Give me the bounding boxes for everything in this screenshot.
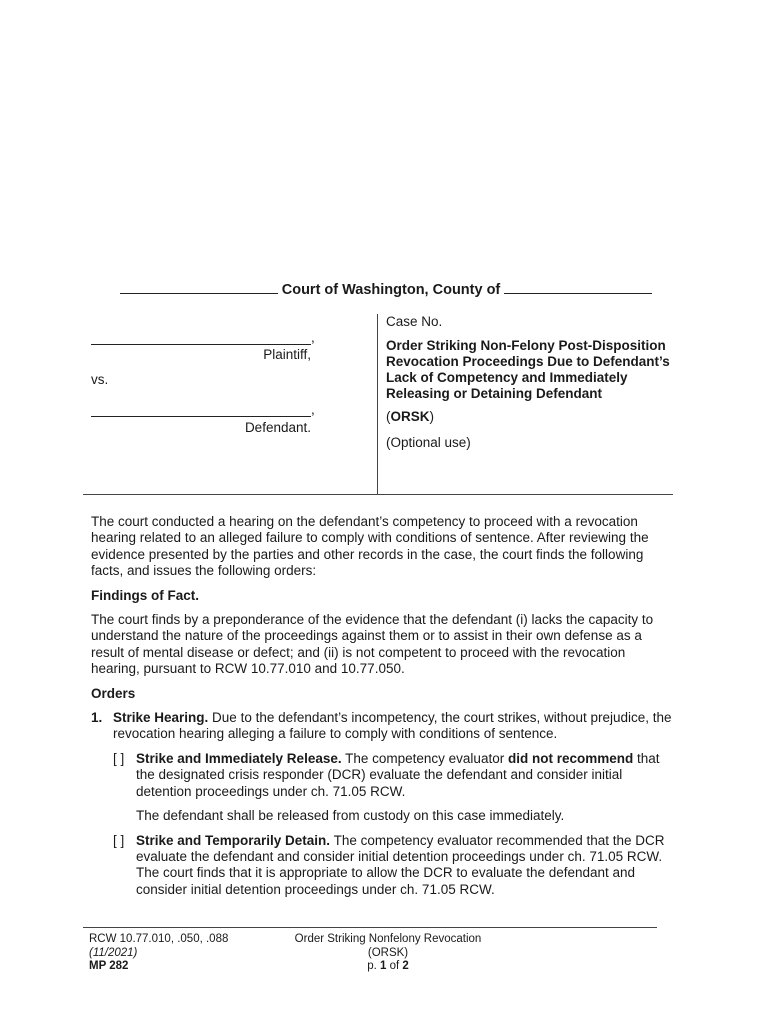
detain-checkbox[interactable]: [ ] [113,832,125,848]
release-statement: The defendant shall be released from custody on this case immediately. [136,808,565,824]
plaintiff-comma: , [311,330,315,345]
optional-use-note: (Optional use) [386,435,471,450]
order-title: Strike Hearing. [113,710,209,726]
county-name-blank[interactable] [504,280,652,294]
caption-right-column [386,314,671,450]
option-immediate-release: [ ] Strike and Immediately Release. The competency evaluator did not recommend that the designated crisis responder (DCR) evaluate the defendant and consider initial detention proceedings under ch. 71.05 RCW. [113,750,660,799]
case-number-label: Case No. [386,314,443,329]
court-title: Court of Washington, County of [281,282,501,298]
caption-divider [377,314,378,494]
footer-left [89,933,228,974]
court-name-blank[interactable] [120,280,278,294]
intro-paragraph: The court conducted a hearing on the defendant’s competency to proceed with a revocation hearing related to an alleged failure to comply with conditions of sentence. After reviewing the evidence presented by the parties and other records in the case, the court finds the following facts, and issues the following orders: [91,514,649,579]
document-body [91,514,677,906]
footer-form-code: (ORSK) [367,946,409,959]
release-checkbox[interactable]: [ ] [113,750,125,766]
plaintiff-name-line[interactable] [91,344,311,345]
defendant-name-line[interactable] [91,416,311,417]
footer-form-number: MP 282 [89,960,129,972]
findings-paragraph: The court finds by a preponderance of the evidence that the defendant (i) lacks the capacity to understand the nature of the proceedings against them or to assist in their own defense as a result of mental disease or defect; and (ii) is not competent to proceed with the revocation hearing, pursuant to RCW 10.77.010 and 10.77.050. [91,612,654,677]
defendant-label: Defendant. [244,420,311,435]
option-emphasis: did not recommend [507,750,634,766]
case-caption [83,308,673,495]
plaintiff-label: Plaintiff, [263,347,311,362]
orders-heading: Orders [91,685,136,701]
footer-page-number: p. 1 of 2 [367,960,409,972]
versus-label: vs. [91,372,109,387]
option-title: Strike and Immediately Release. [136,750,342,766]
footer-center [273,933,503,974]
order-text: Due to the defendant’s incompetency, the court strikes, without prejudice, the revocation hearing alleging a failure to comply with conditions of sentence. [113,710,672,742]
footer-date: (11/2021) [89,946,138,959]
order-options [91,751,677,898]
footer-statute: RCW 10.77.010, .050, .088 [89,933,229,945]
findings-heading: Findings of Fact. [91,587,199,603]
court-header [112,280,660,298]
order-number: 1. [91,710,103,726]
order-strike-hearing [91,710,677,743]
defendant-comma: , [311,402,315,417]
page-footer [83,927,657,972]
form-code: (ORSK) [386,409,435,424]
option-title: Strike and Temporarily Detain. [136,832,331,848]
footer-form-title: Order Striking Nonfelony Revocation [294,933,482,945]
option-temporary-detain: [ ] Strike and Temporarily Detain. The competency evaluator recommended that the DCR evaluate the defendant and consider initial detention proceedings under ch. 71.05 RCW. The court finds that it is appropriate to allow the DCR to evaluate the defendant and consider initial detention proceedings under ch. 71.05 RCW. [113,832,665,897]
form-title: Order Striking Non-Felony Post-Disposition Revocation Proceedings Due to Defendant’s Lack of Competency and Immediately Releasing or Detaining Defendant [386,338,670,401]
